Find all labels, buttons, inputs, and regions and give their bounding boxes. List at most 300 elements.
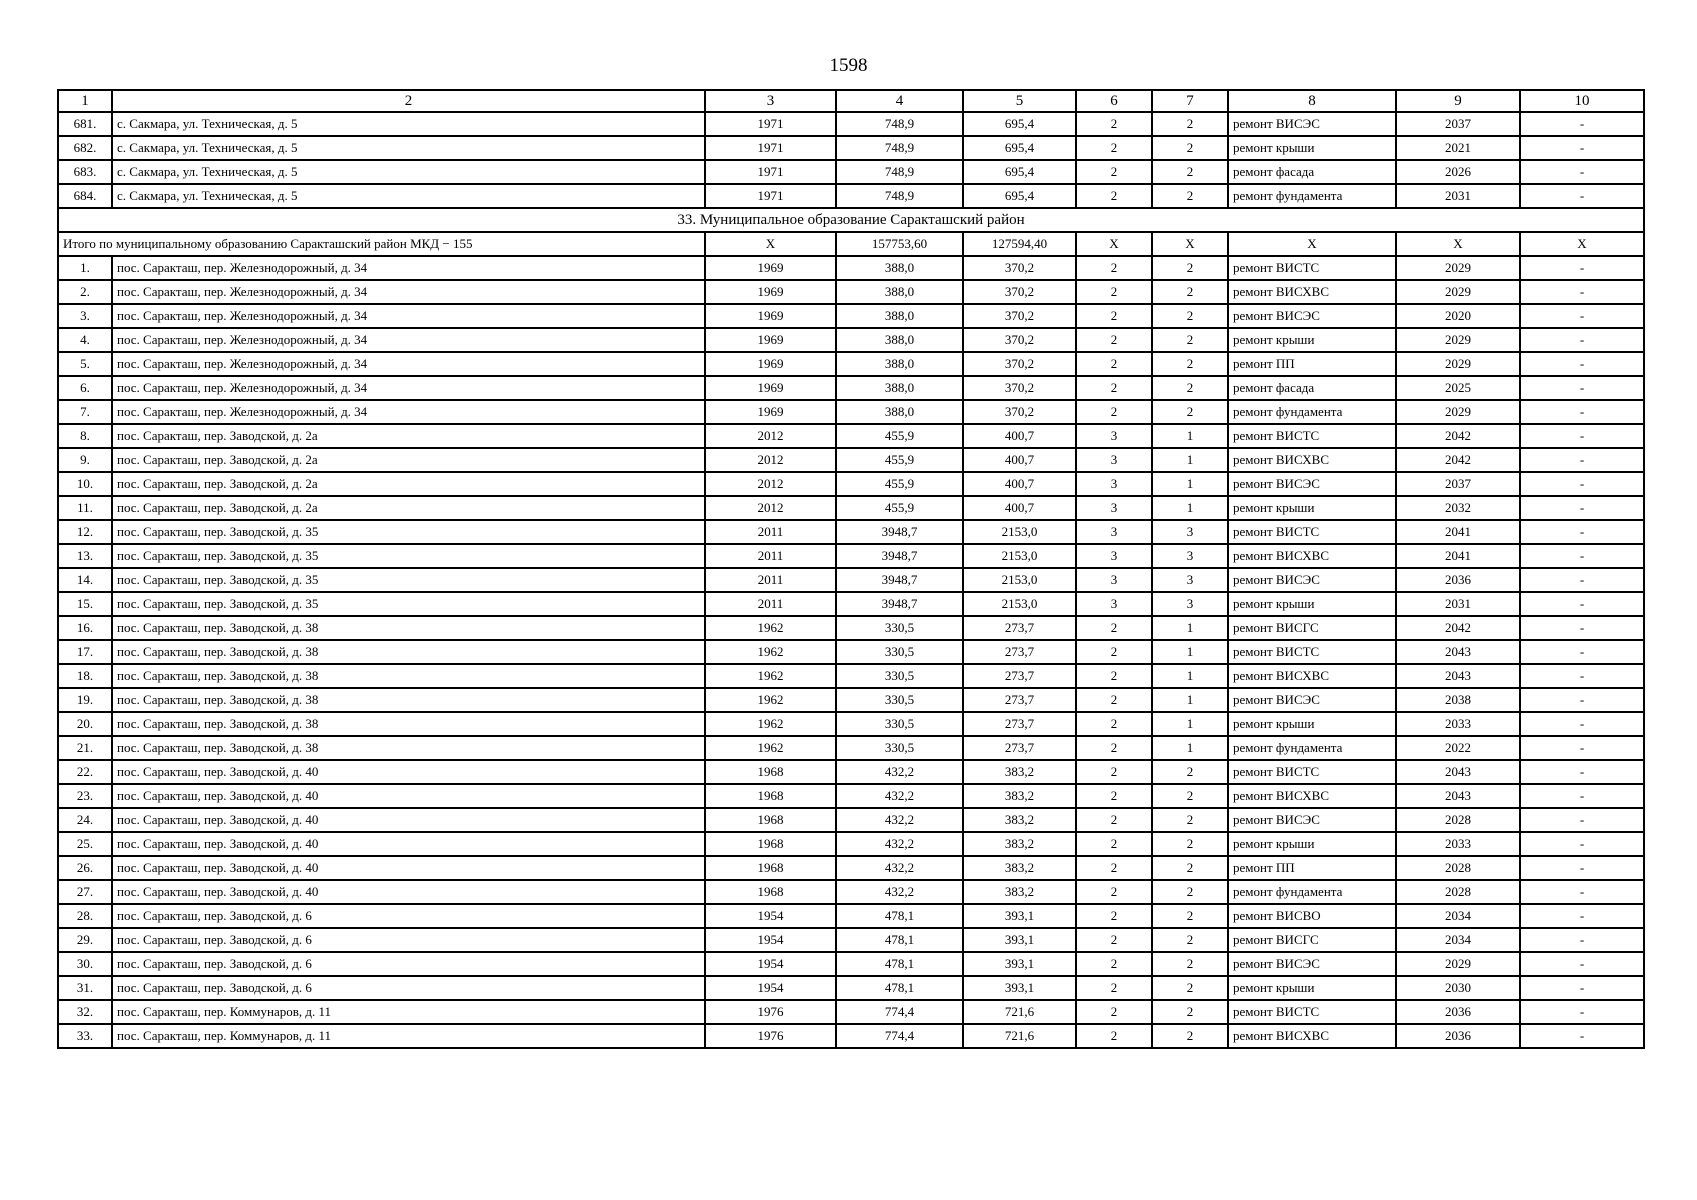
total-area-cell: 455,9 <box>836 448 963 472</box>
total-year: Х <box>705 232 836 256</box>
planned-year-cell: 2028 <box>1396 856 1520 880</box>
total-area-cell: 3948,7 <box>836 568 963 592</box>
floors-cell: 2 <box>1076 160 1152 184</box>
note-cell: - <box>1520 400 1644 424</box>
table-row <box>58 520 1644 544</box>
repair-type-cell: ремонт ВИСЭС <box>1228 688 1396 712</box>
living-area-cell: 2153,0 <box>963 568 1076 592</box>
table-row <box>58 400 1644 424</box>
planned-year-cell: 2037 <box>1396 472 1520 496</box>
total-floors: Х <box>1076 232 1152 256</box>
entrances-cell: 2 <box>1152 112 1228 136</box>
row-number-cell: 33. <box>58 1024 112 1048</box>
note-cell: - <box>1520 904 1644 928</box>
table-row <box>58 448 1644 472</box>
floors-cell: 2 <box>1076 640 1152 664</box>
row-number-cell: 15. <box>58 592 112 616</box>
year-cell: 1954 <box>705 976 836 1000</box>
note-cell: - <box>1520 1000 1644 1024</box>
repair-type-cell: ремонт крыши <box>1228 496 1396 520</box>
year-cell: 1969 <box>705 328 836 352</box>
column-header-6: 6 <box>1076 90 1152 112</box>
table-row <box>58 136 1644 160</box>
table-row <box>58 424 1644 448</box>
row-number-cell: 10. <box>58 472 112 496</box>
note-cell: - <box>1520 1024 1644 1048</box>
planned-year-cell: 2043 <box>1396 640 1520 664</box>
total-area-cell: 748,9 <box>836 160 963 184</box>
year-cell: 2012 <box>705 472 836 496</box>
total-area-cell: 455,9 <box>836 424 963 448</box>
row-number-cell: 25. <box>58 832 112 856</box>
floors-cell: 2 <box>1076 1000 1152 1024</box>
entrances-cell: 2 <box>1152 808 1228 832</box>
repair-type-cell: ремонт крыши <box>1228 592 1396 616</box>
row-number-cell: 9. <box>58 448 112 472</box>
repair-type-cell: ремонт ПП <box>1228 352 1396 376</box>
table-row <box>58 544 1644 568</box>
repair-type-cell: ремонт ВИСХВС <box>1228 1024 1396 1048</box>
planned-year-cell: 2043 <box>1396 760 1520 784</box>
row-number-cell: 4. <box>58 328 112 352</box>
row-number-cell: 30. <box>58 952 112 976</box>
floors-cell: 2 <box>1076 928 1152 952</box>
living-area-cell: 273,7 <box>963 616 1076 640</box>
entrances-cell: 1 <box>1152 496 1228 520</box>
row-number-cell: 2. <box>58 280 112 304</box>
year-cell: 1976 <box>705 1000 836 1024</box>
year-cell: 1976 <box>705 1024 836 1048</box>
total-area-cell: 478,1 <box>836 904 963 928</box>
note-cell: - <box>1520 856 1644 880</box>
planned-year-cell: 2029 <box>1396 400 1520 424</box>
row-number-cell: 18. <box>58 664 112 688</box>
repair-type-cell: ремонт ВИСХВС <box>1228 784 1396 808</box>
total-area-cell: 432,2 <box>836 832 963 856</box>
table-row <box>58 712 1644 736</box>
column-header-1: 1 <box>58 90 112 112</box>
floors-cell: 2 <box>1076 280 1152 304</box>
living-area-cell: 2153,0 <box>963 544 1076 568</box>
planned-year-cell: 2025 <box>1396 376 1520 400</box>
note-cell: - <box>1520 640 1644 664</box>
floors-cell: 2 <box>1076 376 1152 400</box>
total-living-area: 127594,40 <box>963 232 1076 256</box>
note-cell: - <box>1520 952 1644 976</box>
column-header-8: 8 <box>1228 90 1396 112</box>
planned-year-cell: 2031 <box>1396 184 1520 208</box>
entrances-cell: 3 <box>1152 544 1228 568</box>
repair-schedule-table <box>57 89 1645 1049</box>
living-area-cell: 370,2 <box>963 400 1076 424</box>
living-area-cell: 383,2 <box>963 784 1076 808</box>
repair-type-cell: ремонт фундамента <box>1228 880 1396 904</box>
living-area-cell: 393,1 <box>963 952 1076 976</box>
table-row <box>58 736 1644 760</box>
planned-year-cell: 2036 <box>1396 1024 1520 1048</box>
living-area-cell: 273,7 <box>963 664 1076 688</box>
floors-cell: 2 <box>1076 712 1152 736</box>
total-area-cell: 3948,7 <box>836 544 963 568</box>
living-area-cell: 383,2 <box>963 832 1076 856</box>
planned-year-cell: 2033 <box>1396 832 1520 856</box>
planned-year-cell: 2034 <box>1396 928 1520 952</box>
entrances-cell: 2 <box>1152 856 1228 880</box>
living-area-cell: 721,6 <box>963 1024 1076 1048</box>
living-area-cell: 383,2 <box>963 880 1076 904</box>
address-cell: пос. Саракташ, пер. Заводской, д. 40 <box>112 784 705 808</box>
note-cell: - <box>1520 760 1644 784</box>
note-cell: - <box>1520 256 1644 280</box>
planned-year-cell: 2030 <box>1396 976 1520 1000</box>
floors-cell: 3 <box>1076 448 1152 472</box>
planned-year-cell: 2029 <box>1396 280 1520 304</box>
living-area-cell: 400,7 <box>963 448 1076 472</box>
address-cell: пос. Саракташ, пер. Заводской, д. 40 <box>112 760 705 784</box>
floors-cell: 2 <box>1076 256 1152 280</box>
table-row <box>58 568 1644 592</box>
table-row <box>58 664 1644 688</box>
address-cell: пос. Саракташ, пер. Заводской, д. 2а <box>112 448 705 472</box>
repair-type-cell: ремонт фундамента <box>1228 736 1396 760</box>
year-cell: 1968 <box>705 784 836 808</box>
address-cell: пос. Саракташ, пер. Заводской, д. 6 <box>112 904 705 928</box>
entrances-cell: 2 <box>1152 376 1228 400</box>
note-cell: - <box>1520 688 1644 712</box>
repair-type-cell: ремонт ВИСТС <box>1228 424 1396 448</box>
note-cell: - <box>1520 664 1644 688</box>
floors-cell: 2 <box>1076 688 1152 712</box>
year-cell: 1971 <box>705 160 836 184</box>
year-cell: 1968 <box>705 832 836 856</box>
entrances-cell: 2 <box>1152 400 1228 424</box>
address-cell: пос. Саракташ, пер. Коммунаров, д. 11 <box>112 1000 705 1024</box>
planned-year-cell: 2042 <box>1396 424 1520 448</box>
year-cell: 1962 <box>705 712 836 736</box>
entrances-cell: 2 <box>1152 184 1228 208</box>
note-cell: - <box>1520 112 1644 136</box>
repair-type-cell: ремонт ВИСХВС <box>1228 280 1396 304</box>
note-cell: - <box>1520 808 1644 832</box>
planned-year-cell: 2020 <box>1396 304 1520 328</box>
total-area-cell: 330,5 <box>836 616 963 640</box>
note-cell: - <box>1520 592 1644 616</box>
section-row <box>58 208 1644 232</box>
planned-year-cell: 2043 <box>1396 784 1520 808</box>
year-cell: 1968 <box>705 880 836 904</box>
planned-year-cell: 2043 <box>1396 664 1520 688</box>
entrances-cell: 3 <box>1152 568 1228 592</box>
living-area-cell: 695,4 <box>963 112 1076 136</box>
table-row <box>58 808 1644 832</box>
repair-type-cell: ремонт ВИСЭС <box>1228 112 1396 136</box>
total-area-cell: 432,2 <box>836 784 963 808</box>
floors-cell: 3 <box>1076 592 1152 616</box>
living-area-cell: 2153,0 <box>963 520 1076 544</box>
total-area-cell: 388,0 <box>836 376 963 400</box>
note-cell: - <box>1520 304 1644 328</box>
planned-year-cell: 2037 <box>1396 112 1520 136</box>
year-cell: 2011 <box>705 544 836 568</box>
planned-year-cell: 2029 <box>1396 256 1520 280</box>
table-row <box>58 472 1644 496</box>
planned-year-cell: 2032 <box>1396 496 1520 520</box>
note-cell: - <box>1520 712 1644 736</box>
entrances-cell: 2 <box>1152 832 1228 856</box>
planned-year-cell: 2036 <box>1396 568 1520 592</box>
total-area-cell: 330,5 <box>836 736 963 760</box>
floors-cell: 2 <box>1076 976 1152 1000</box>
row-number-cell: 5. <box>58 352 112 376</box>
column-header-3: 3 <box>705 90 836 112</box>
note-cell: - <box>1520 976 1644 1000</box>
repair-type-cell: ремонт ВИСГС <box>1228 616 1396 640</box>
address-cell: пос. Саракташ, пер. Заводской, д. 2а <box>112 424 705 448</box>
table-row <box>58 784 1644 808</box>
address-cell: пос. Саракташ, пер. Заводской, д. 40 <box>112 832 705 856</box>
repair-type-cell: ремонт крыши <box>1228 136 1396 160</box>
table-row <box>58 952 1644 976</box>
total-area-cell: 774,4 <box>836 1000 963 1024</box>
floors-cell: 2 <box>1076 784 1152 808</box>
section-title: 33. Муниципальное образование Саракташский район <box>58 208 1644 232</box>
year-cell: 1969 <box>705 256 836 280</box>
entrances-cell: 2 <box>1152 160 1228 184</box>
total-area-cell: 432,2 <box>836 880 963 904</box>
table-row <box>58 904 1644 928</box>
address-cell: пос. Саракташ, пер. Заводской, д. 35 <box>112 520 705 544</box>
address-cell: пос. Саракташ, пер. Заводской, д. 6 <box>112 976 705 1000</box>
repair-type-cell: ремонт крыши <box>1228 712 1396 736</box>
note-cell: - <box>1520 736 1644 760</box>
total-planned-year: Х <box>1396 232 1520 256</box>
entrances-cell: 1 <box>1152 688 1228 712</box>
total-area-cell: 748,9 <box>836 112 963 136</box>
row-number-cell: 681. <box>58 112 112 136</box>
living-area-cell: 273,7 <box>963 736 1076 760</box>
row-number-cell: 24. <box>58 808 112 832</box>
living-area-cell: 273,7 <box>963 712 1076 736</box>
repair-type-cell: ремонт фасада <box>1228 160 1396 184</box>
address-cell: с. Сакмара, ул. Техническая, д. 5 <box>112 136 705 160</box>
row-number-cell: 20. <box>58 712 112 736</box>
year-cell: 1954 <box>705 928 836 952</box>
year-cell: 1968 <box>705 856 836 880</box>
living-area-cell: 400,7 <box>963 496 1076 520</box>
living-area-cell: 273,7 <box>963 640 1076 664</box>
total-repair-type: Х <box>1228 232 1396 256</box>
row-number-cell: 17. <box>58 640 112 664</box>
repair-type-cell: ремонт ВИСХВС <box>1228 544 1396 568</box>
row-number-cell: 21. <box>58 736 112 760</box>
address-cell: пос. Саракташ, пер. Заводской, д. 38 <box>112 712 705 736</box>
total-area-cell: 748,9 <box>836 184 963 208</box>
address-cell: пос. Саракташ, пер. Заводской, д. 2а <box>112 472 705 496</box>
year-cell: 1971 <box>705 184 836 208</box>
note-cell: - <box>1520 616 1644 640</box>
note-cell: - <box>1520 928 1644 952</box>
repair-type-cell: ремонт фундамента <box>1228 400 1396 424</box>
floors-cell: 2 <box>1076 400 1152 424</box>
living-area-cell: 370,2 <box>963 352 1076 376</box>
living-area-cell: 370,2 <box>963 376 1076 400</box>
repair-type-cell: ремонт ВИСТС <box>1228 256 1396 280</box>
address-cell: с. Сакмара, ул. Техническая, д. 5 <box>112 184 705 208</box>
table-row <box>58 184 1644 208</box>
row-number-cell: 682. <box>58 136 112 160</box>
row-number-cell: 683. <box>58 160 112 184</box>
entrances-cell: 2 <box>1152 904 1228 928</box>
year-cell: 1969 <box>705 304 836 328</box>
note-cell: - <box>1520 520 1644 544</box>
floors-cell: 2 <box>1076 856 1152 880</box>
column-header-4: 4 <box>836 90 963 112</box>
address-cell: пос. Саракташ, пер. Железнодорожный, д. 34 <box>112 280 705 304</box>
floors-cell: 2 <box>1076 352 1152 376</box>
address-cell: пос. Саракташ, пер. Заводской, д. 38 <box>112 688 705 712</box>
planned-year-cell: 2029 <box>1396 952 1520 976</box>
entrances-cell: 1 <box>1152 736 1228 760</box>
total-area-cell: 478,1 <box>836 952 963 976</box>
total-area-cell: 330,5 <box>836 712 963 736</box>
floors-cell: 3 <box>1076 496 1152 520</box>
table-body <box>58 112 1644 1048</box>
planned-year-cell: 2041 <box>1396 520 1520 544</box>
entrances-cell: 2 <box>1152 280 1228 304</box>
total-area-cell: 388,0 <box>836 256 963 280</box>
floors-cell: 3 <box>1076 424 1152 448</box>
total-area-cell: 455,9 <box>836 496 963 520</box>
address-cell: пос. Саракташ, пер. Заводской, д. 38 <box>112 664 705 688</box>
address-cell: пос. Саракташ, пер. Заводской, д. 38 <box>112 616 705 640</box>
address-cell: с. Сакмара, ул. Техническая, д. 5 <box>112 112 705 136</box>
repair-type-cell: ремонт ВИСТС <box>1228 520 1396 544</box>
table-row <box>58 640 1644 664</box>
planned-year-cell: 2034 <box>1396 904 1520 928</box>
address-cell: пос. Саракташ, пер. Железнодорожный, д. 34 <box>112 400 705 424</box>
year-cell: 1968 <box>705 808 836 832</box>
note-cell: - <box>1520 352 1644 376</box>
note-cell: - <box>1520 544 1644 568</box>
column-header-9: 9 <box>1396 90 1520 112</box>
table-row <box>58 880 1644 904</box>
living-area-cell: 383,2 <box>963 760 1076 784</box>
total-row <box>58 232 1644 256</box>
entrances-cell: 2 <box>1152 256 1228 280</box>
planned-year-cell: 2028 <box>1396 880 1520 904</box>
planned-year-cell: 2029 <box>1396 328 1520 352</box>
total-area-cell: 388,0 <box>836 304 963 328</box>
address-cell: пос. Саракташ, пер. Заводской, д. 38 <box>112 640 705 664</box>
planned-year-cell: 2021 <box>1396 136 1520 160</box>
table-row <box>58 304 1644 328</box>
living-area-cell: 370,2 <box>963 328 1076 352</box>
repair-type-cell: ремонт ВИСХВС <box>1228 448 1396 472</box>
row-number-cell: 6. <box>58 376 112 400</box>
living-area-cell: 400,7 <box>963 472 1076 496</box>
address-cell: пос. Саракташ, пер. Заводской, д. 6 <box>112 952 705 976</box>
table-header <box>58 90 1644 112</box>
repair-type-cell: ремонт ВИСЭС <box>1228 568 1396 592</box>
planned-year-cell: 2029 <box>1396 352 1520 376</box>
table-row <box>58 496 1644 520</box>
planned-year-cell: 2028 <box>1396 808 1520 832</box>
year-cell: 1962 <box>705 616 836 640</box>
total-note: Х <box>1520 232 1644 256</box>
table-row <box>58 1000 1644 1024</box>
year-cell: 2012 <box>705 496 836 520</box>
total-area-cell: 432,2 <box>836 760 963 784</box>
entrances-cell: 1 <box>1152 664 1228 688</box>
address-cell: пос. Саракташ, пер. Железнодорожный, д. 34 <box>112 376 705 400</box>
entrances-cell: 3 <box>1152 520 1228 544</box>
living-area-cell: 370,2 <box>963 256 1076 280</box>
total-area-cell: 478,1 <box>836 928 963 952</box>
row-number-cell: 27. <box>58 880 112 904</box>
table-row <box>58 760 1644 784</box>
entrances-cell: 1 <box>1152 616 1228 640</box>
entrances-cell: 2 <box>1152 328 1228 352</box>
living-area-cell: 695,4 <box>963 184 1076 208</box>
entrances-cell: 1 <box>1152 640 1228 664</box>
living-area-cell: 383,2 <box>963 856 1076 880</box>
row-number-cell: 19. <box>58 688 112 712</box>
planned-year-cell: 2026 <box>1396 160 1520 184</box>
floors-cell: 3 <box>1076 472 1152 496</box>
total-area-cell: 748,9 <box>836 136 963 160</box>
total-area-cell: 432,2 <box>836 808 963 832</box>
planned-year-cell: 2042 <box>1396 448 1520 472</box>
floors-cell: 2 <box>1076 808 1152 832</box>
table-row <box>58 832 1644 856</box>
note-cell: - <box>1520 328 1644 352</box>
year-cell: 2011 <box>705 568 836 592</box>
repair-type-cell: ремонт ВИСВО <box>1228 904 1396 928</box>
column-header-2: 2 <box>112 90 705 112</box>
living-area-cell: 400,7 <box>963 424 1076 448</box>
note-cell: - <box>1520 784 1644 808</box>
table-row <box>58 112 1644 136</box>
total-area-cell: 388,0 <box>836 328 963 352</box>
year-cell: 1969 <box>705 352 836 376</box>
floors-cell: 3 <box>1076 544 1152 568</box>
living-area-cell: 393,1 <box>963 928 1076 952</box>
living-area-cell: 370,2 <box>963 304 1076 328</box>
repair-type-cell: ремонт ВИСЭС <box>1228 472 1396 496</box>
planned-year-cell: 2042 <box>1396 616 1520 640</box>
living-area-cell: 393,1 <box>963 976 1076 1000</box>
column-header-10: 10 <box>1520 90 1644 112</box>
planned-year-cell: 2038 <box>1396 688 1520 712</box>
entrances-cell: 1 <box>1152 424 1228 448</box>
planned-year-cell: 2031 <box>1396 592 1520 616</box>
floors-cell: 2 <box>1076 616 1152 640</box>
total-area-cell: 455,9 <box>836 472 963 496</box>
entrances-cell: 2 <box>1152 928 1228 952</box>
total-area: 157753,60 <box>836 232 963 256</box>
table-row <box>58 856 1644 880</box>
repair-type-cell: ремонт ВИСЭС <box>1228 808 1396 832</box>
year-cell: 1971 <box>705 136 836 160</box>
total-area-cell: 388,0 <box>836 280 963 304</box>
entrances-cell: 2 <box>1152 784 1228 808</box>
year-cell: 1968 <box>705 760 836 784</box>
total-entrances: Х <box>1152 232 1228 256</box>
table-row <box>58 280 1644 304</box>
address-cell: пос. Саракташ, пер. Заводской, д. 35 <box>112 592 705 616</box>
note-cell: - <box>1520 280 1644 304</box>
floors-cell: 3 <box>1076 520 1152 544</box>
